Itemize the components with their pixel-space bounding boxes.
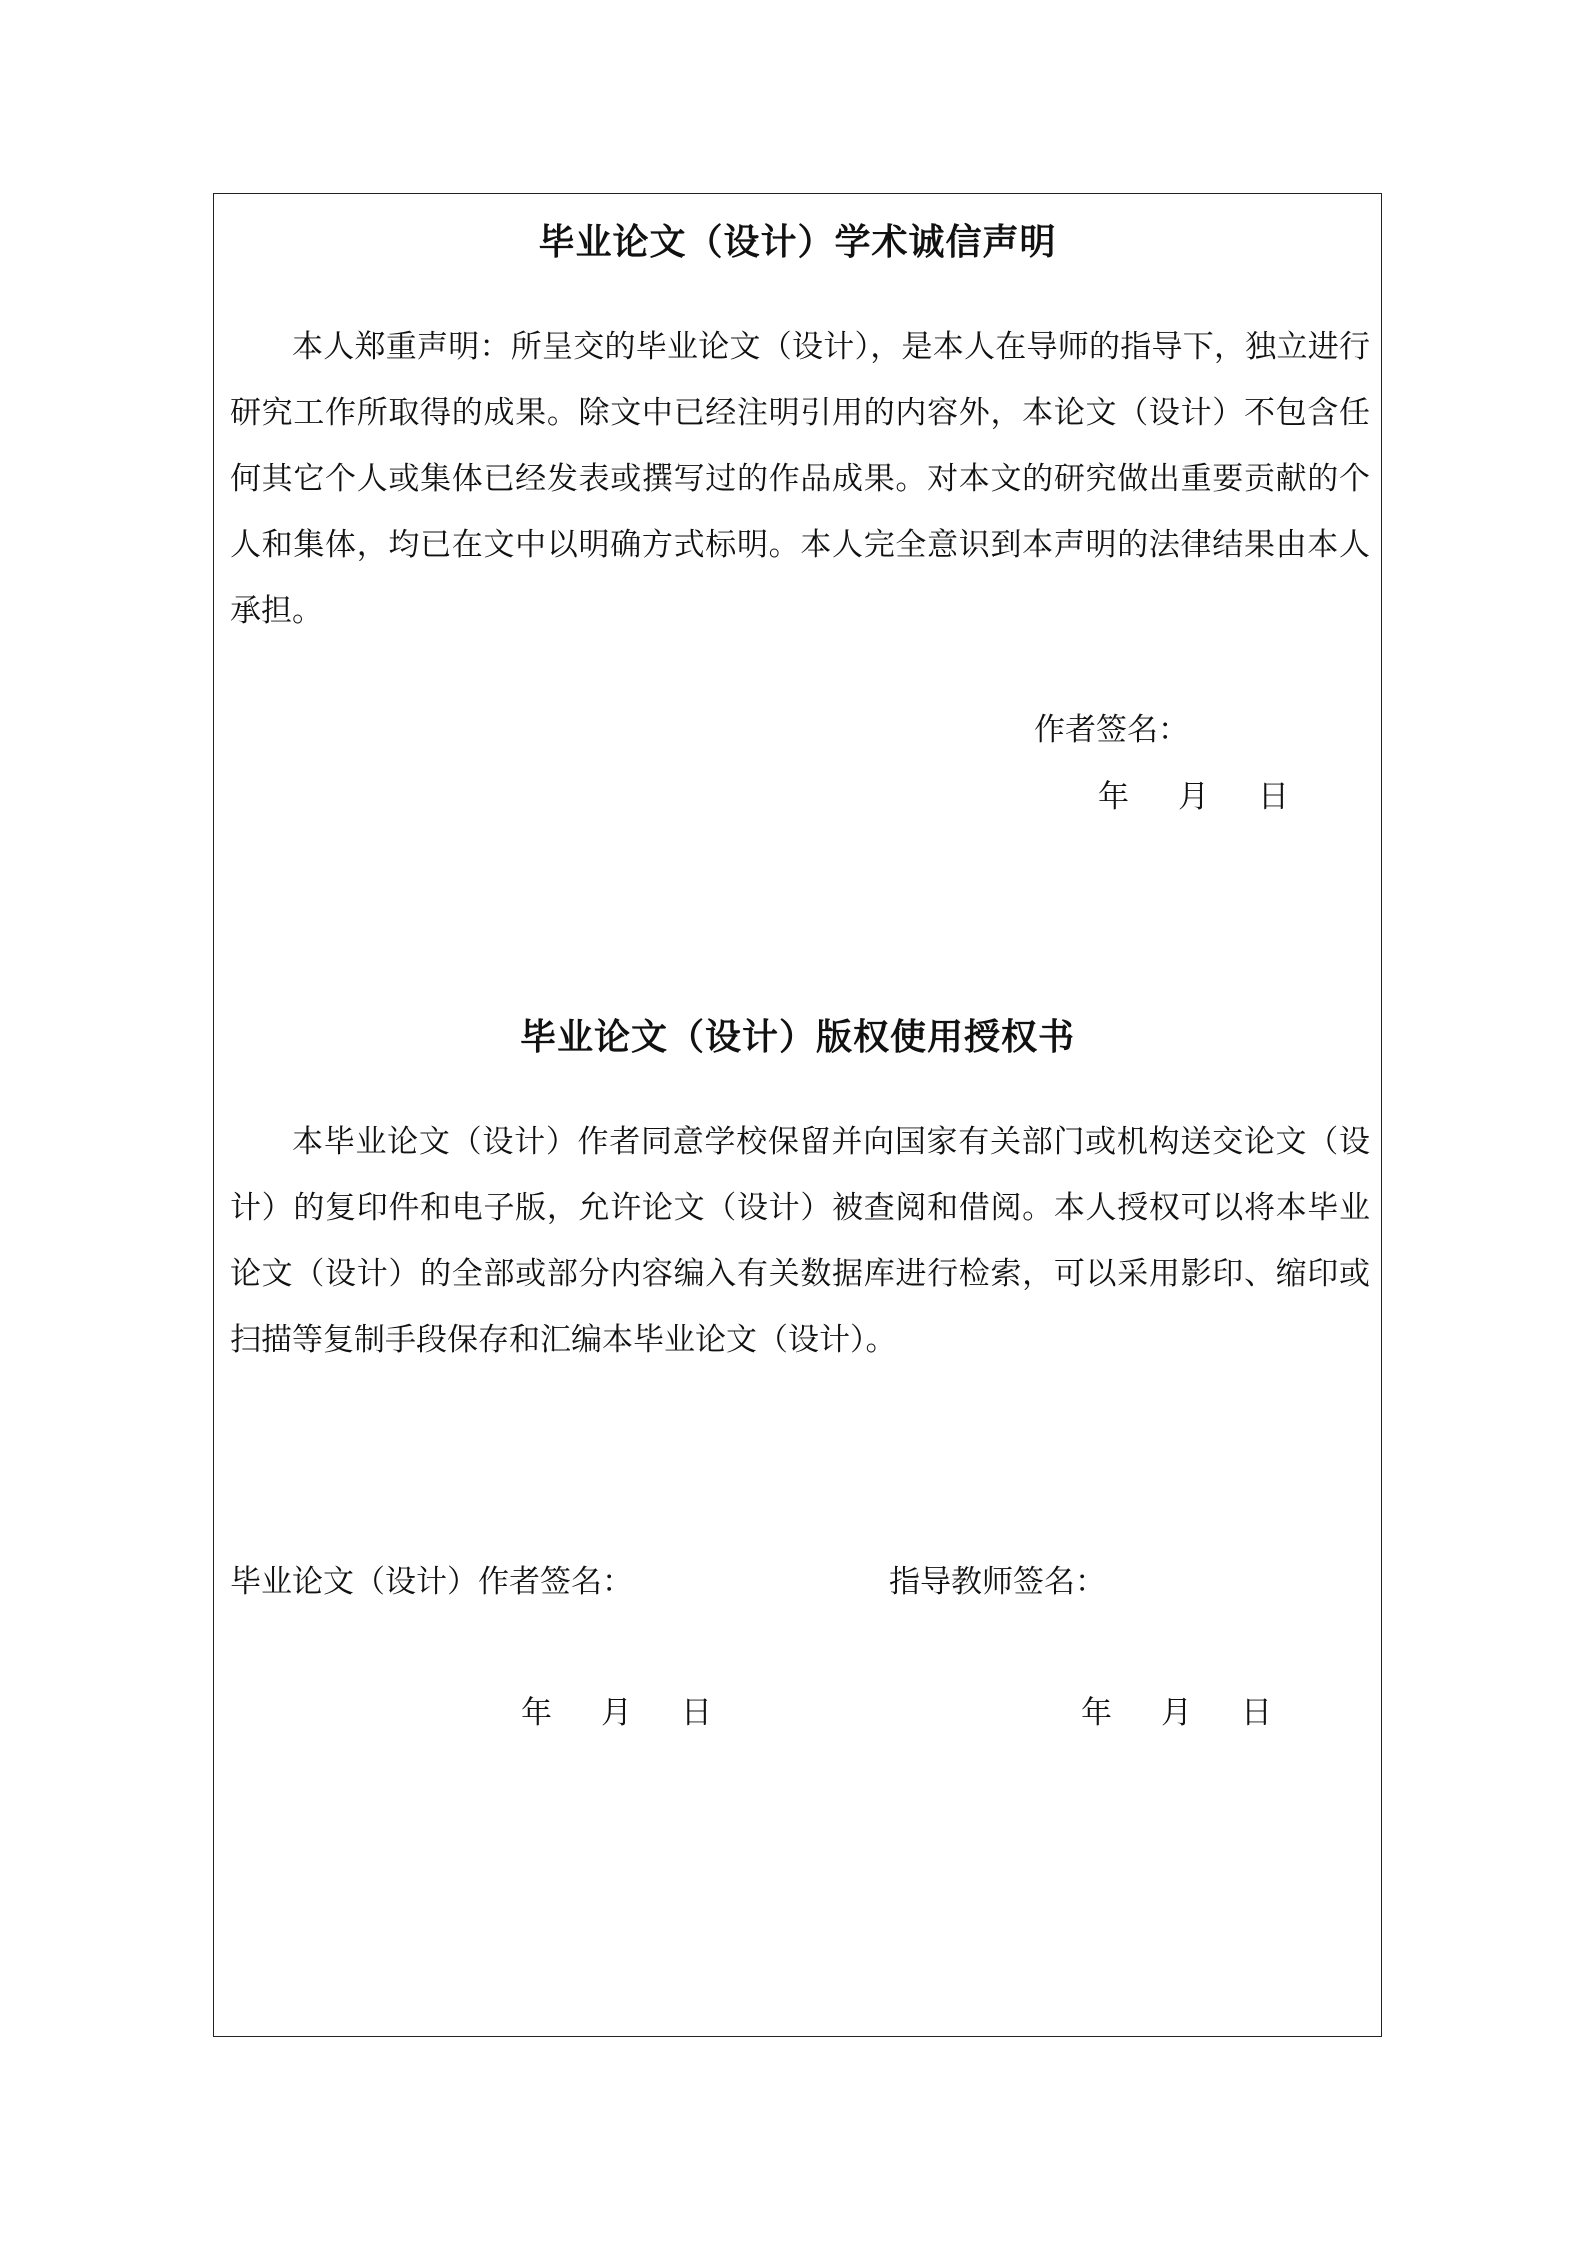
advisor-signature-label: 指导教师签名： xyxy=(889,1564,1106,1600)
date-year: 年 xyxy=(1098,779,1129,815)
date-month: 月 xyxy=(1161,1695,1192,1731)
thesis-author-signature-label: 毕业论文（设计）作者签名： xyxy=(230,1564,633,1600)
date-year: 年 xyxy=(1081,1695,1112,1731)
date-day: 日 xyxy=(1258,779,1289,815)
honesty-title: 毕业论文（设计）学术诚信声明 xyxy=(538,221,1057,263)
author-signature-label: 作者签名： xyxy=(1034,712,1189,748)
date-month: 月 xyxy=(601,1695,632,1731)
honesty-paragraph: 本人郑重声明：所呈交的毕业论文（设计），是本人在导师的指导下，独立进行研究工作所取得的成果。除文中已经注明引用的内容外，本论文（设计）不包含任何其它个人或集体已经发表或撰写过的作品成果。对本文的研究做出重要贡献的个人和集体，均已在文中以明确方式标明。本人完全意识到本声明的法律结果由本人承担。 xyxy=(230,329,1370,629)
date-month: 月 xyxy=(1178,779,1209,815)
copyright-title: 毕业论文（设计）版权使用授权书 xyxy=(519,1016,1075,1058)
date-day: 日 xyxy=(681,1695,712,1731)
copyright-paragraph: 本毕业论文（设计）作者同意学校保留并向国家有关部门或机构送交论文（设计）的复印件和电子版，允许论文（设计）被查阅和借阅。本人授权可以将本毕业论文（设计）的全部或部分内容编入有关数据库进行检索，可以采用影印、缩印或扫描等复制手段保存和汇编本毕业论文（设计）。 xyxy=(230,1124,1370,1358)
date-year: 年 xyxy=(521,1695,552,1731)
date-day: 日 xyxy=(1241,1695,1272,1731)
declaration-frame xyxy=(213,193,1382,2037)
